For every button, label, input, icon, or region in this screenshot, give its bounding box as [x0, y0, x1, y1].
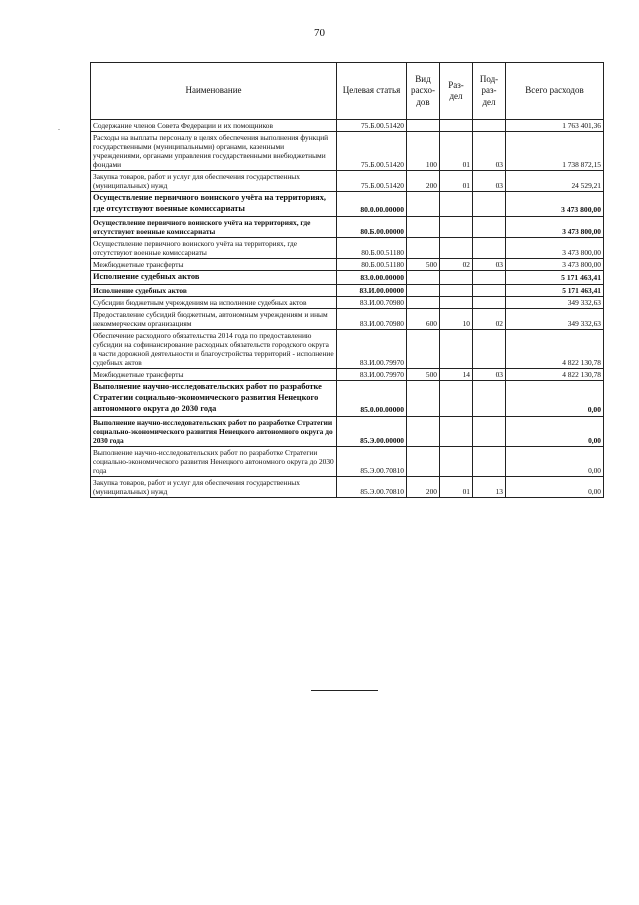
- cell-podrazdel: [473, 417, 506, 447]
- cell-podrazdel: 03: [473, 369, 506, 381]
- cell-name: Выполнение научно-исследовательских работ по разработке Стратегии социально-экономического развития Ненецкого автономного округа до 2030 года: [91, 417, 337, 447]
- cell-vid: [407, 271, 440, 285]
- cell-code: 85.Э.00.00000: [337, 417, 407, 447]
- cell-vid: [407, 285, 440, 297]
- cell-name: Исполнение судебных актов: [91, 271, 337, 285]
- cell-code: 83.И.00.79970: [337, 369, 407, 381]
- cell-total: 349 332,63: [506, 297, 604, 309]
- cell-name: Межбюджетные трансферты: [91, 369, 337, 381]
- cell-total: 24 529,21: [506, 171, 604, 192]
- cell-vid: 100: [407, 132, 440, 171]
- cell-vid: 500: [407, 369, 440, 381]
- cell-name: Закупка товаров, работ и услуг для обеспечения государственных (муниципальных) нужд: [91, 477, 337, 498]
- margin-mark: -: [58, 127, 60, 133]
- cell-razdel: [440, 447, 473, 477]
- table-row: [91, 259, 604, 271]
- header-code: Целевая статья: [337, 63, 407, 120]
- cell-razdel: 10: [440, 309, 473, 330]
- cell-code: 80.Б.00.00000: [337, 217, 407, 238]
- cell-total: 5 171 463,41: [506, 285, 604, 297]
- cell-name: Обеспечение расходного обязательства 2014 года по предоставлению субсидии на софинансирование расходных обязательств городского округа в части дорожной деятельности и благоустройства территорий - исполнение судебных актов: [91, 330, 337, 369]
- cell-total: 0,00: [506, 381, 604, 417]
- cell-total: 3 473 800,00: [506, 192, 604, 217]
- cell-code: 80.0.00.00000: [337, 192, 407, 217]
- end-divider: [311, 690, 378, 691]
- cell-podrazdel: 03: [473, 259, 506, 271]
- cell-code: 85.Э.00.70810: [337, 447, 407, 477]
- cell-code: 83.И.00.70980: [337, 309, 407, 330]
- cell-vid: [407, 330, 440, 369]
- cell-razdel: 01: [440, 171, 473, 192]
- cell-name: Выполнение научно-исследовательских работ по разработке Стратегии социально-экономического развития Ненецкого автономного округа до 2030 года: [91, 447, 337, 477]
- cell-name: Содержание членов Совета Федерации и их помощников: [91, 120, 337, 132]
- table-row: [91, 285, 604, 297]
- cell-code: 80.Б.00.51180: [337, 259, 407, 271]
- cell-total: 349 332,63: [506, 309, 604, 330]
- cell-code: 75.Б.00.51420: [337, 171, 407, 192]
- table-header-row: [91, 63, 604, 120]
- cell-vid: 600: [407, 309, 440, 330]
- cell-vid: [407, 120, 440, 132]
- table-row: [91, 171, 604, 192]
- cell-razdel: 14: [440, 369, 473, 381]
- cell-code: 75.Б.00.51420: [337, 120, 407, 132]
- cell-razdel: [440, 238, 473, 259]
- cell-code: 85.Э.00.70810: [337, 477, 407, 498]
- cell-code: 83.И.00.00000: [337, 285, 407, 297]
- cell-total: 1 763 401,36: [506, 120, 604, 132]
- cell-razdel: [440, 271, 473, 285]
- cell-razdel: [440, 217, 473, 238]
- cell-podrazdel: [473, 192, 506, 217]
- cell-vid: [407, 297, 440, 309]
- cell-razdel: [440, 381, 473, 417]
- cell-name: Субсидии бюджетным учреждениям на исполнение судебных актов: [91, 297, 337, 309]
- table-row: [91, 271, 604, 285]
- cell-podrazdel: [473, 285, 506, 297]
- cell-vid: 200: [407, 171, 440, 192]
- table-row: [91, 369, 604, 381]
- cell-name: Расходы на выплаты персоналу в целях обеспечения выполнения функций государственными (муниципальными) органами, казенными учреждениями, органами управления государственными внебюджетными фондами: [91, 132, 337, 171]
- cell-total: 0,00: [506, 477, 604, 498]
- cell-code: 85.0.00.00000: [337, 381, 407, 417]
- cell-podrazdel: [473, 330, 506, 369]
- cell-total: 3 473 800,00: [506, 259, 604, 271]
- cell-code: 83.И.00.79970: [337, 330, 407, 369]
- header-razdel: Раз-дел: [440, 63, 473, 120]
- cell-podrazdel: [473, 238, 506, 259]
- cell-podrazdel: 02: [473, 309, 506, 330]
- cell-vid: 200: [407, 477, 440, 498]
- cell-podrazdel: [473, 447, 506, 477]
- cell-podrazdel: 13: [473, 477, 506, 498]
- cell-name: Выполнение научно-исследовательских работ по разработке Стратегии социально-экономического развития Ненецкого автономного округа до 2030 года: [91, 381, 337, 417]
- cell-code: 75.Б.00.51420: [337, 132, 407, 171]
- cell-name: Осуществление первичного воинского учёта на территориях, где отсутствуют военные комиссариаты: [91, 217, 337, 238]
- cell-total: 0,00: [506, 447, 604, 477]
- cell-vid: [407, 217, 440, 238]
- table-body: [91, 120, 604, 498]
- cell-razdel: 01: [440, 132, 473, 171]
- cell-razdel: 02: [440, 259, 473, 271]
- table-row: [91, 192, 604, 217]
- cell-name: Предоставление субсидий бюджетным, автономным учреждениям и иным некоммерческим организациям: [91, 309, 337, 330]
- cell-vid: [407, 381, 440, 417]
- cell-code: 80.Б.00.51180: [337, 238, 407, 259]
- cell-razdel: [440, 297, 473, 309]
- table-row: [91, 238, 604, 259]
- page-number: 70: [314, 27, 325, 39]
- cell-podrazdel: [473, 297, 506, 309]
- cell-razdel: 01: [440, 477, 473, 498]
- table-row: [91, 447, 604, 477]
- header-total: Всего расходов: [506, 63, 604, 120]
- cell-podrazdel: [473, 120, 506, 132]
- header-name: Наименование: [91, 63, 337, 120]
- cell-razdel: [440, 417, 473, 447]
- table-row: [91, 297, 604, 309]
- table-row: [91, 132, 604, 171]
- cell-name: Межбюджетные трансферты: [91, 259, 337, 271]
- cell-name: Исполнение судебных актов: [91, 285, 337, 297]
- cell-name: Осуществление первичного воинского учёта на территориях, где отсутствуют военные комиссариаты: [91, 192, 337, 217]
- cell-vid: [407, 238, 440, 259]
- cell-total: 3 473 800,00: [506, 238, 604, 259]
- header-podrazdel: Под-раз-дел: [473, 63, 506, 120]
- table-row: [91, 330, 604, 369]
- header-vid: Вид расхо-дов: [407, 63, 440, 120]
- cell-vid: 500: [407, 259, 440, 271]
- cell-vid: [407, 447, 440, 477]
- cell-podrazdel: [473, 271, 506, 285]
- cell-total: 1 738 872,15: [506, 132, 604, 171]
- cell-total: 3 473 800,00: [506, 217, 604, 238]
- cell-total: 4 822 130,78: [506, 369, 604, 381]
- cell-vid: [407, 192, 440, 217]
- table-row: [91, 217, 604, 238]
- cell-name: Осуществление первичного воинского учёта на территориях, где отсутствуют военные комиссариаты: [91, 238, 337, 259]
- cell-razdel: [440, 120, 473, 132]
- table-row: [91, 381, 604, 417]
- table-row: [91, 417, 604, 447]
- cell-podrazdel: [473, 217, 506, 238]
- cell-total: 5 171 463,41: [506, 271, 604, 285]
- cell-razdel: [440, 285, 473, 297]
- cell-code: 83.И.00.70980: [337, 297, 407, 309]
- cell-podrazdel: 03: [473, 132, 506, 171]
- cell-total: 0,00: [506, 417, 604, 447]
- cell-vid: [407, 417, 440, 447]
- cell-total: 4 822 130,78: [506, 330, 604, 369]
- cell-podrazdel: [473, 381, 506, 417]
- cell-podrazdel: 03: [473, 171, 506, 192]
- cell-razdel: [440, 192, 473, 217]
- table-row: [91, 477, 604, 498]
- cell-code: 83.0.00.00000: [337, 271, 407, 285]
- cell-name: Закупка товаров, работ и услуг для обеспечения государственных (муниципальных) нужд: [91, 171, 337, 192]
- table-row: [91, 309, 604, 330]
- cell-razdel: [440, 330, 473, 369]
- table-row: [91, 120, 604, 132]
- budget-table: [90, 62, 604, 498]
